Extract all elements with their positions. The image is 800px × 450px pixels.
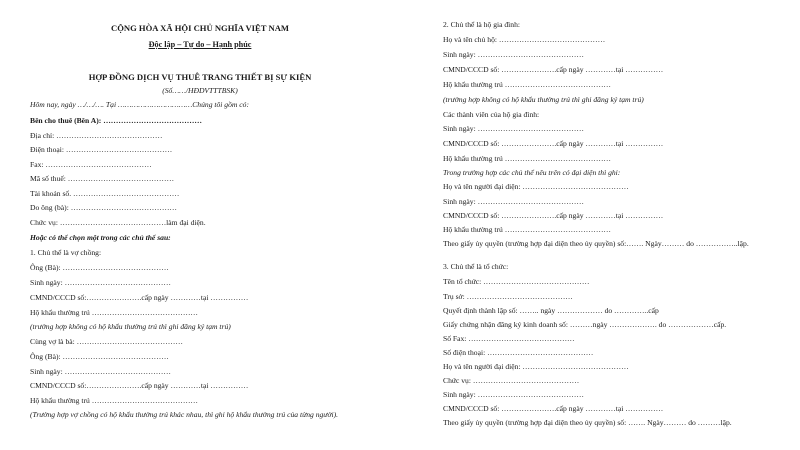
choose-subject-heading: Hoặc có thể chọn một trong các chủ thể sau: [30, 233, 171, 242]
contract-title: HỢP ĐỒNG DỊCH VỤ THUÊ TRANG THIẾT BỊ SỰ KIỆN [88, 72, 312, 82]
party-a-heading: Bên cho thuê (Bên A): ………………………………… [30, 116, 202, 125]
id-field-3: CMND/CCCD số: ………………….cấp ngày …………tại …………… [443, 65, 664, 74]
representative-name-field-2: Họ và tên người đại diện: …………………………………… [443, 362, 629, 371]
authorization-field-2: Theo giấy ủy quyền (trường hợp đại diện theo ủy quyền) số: ……. Ngày……… do ………lập. [443, 418, 732, 427]
husband-name-field: Ông (Bà): …………………………………… [30, 263, 169, 272]
id-field-5: CMND/CCCD số: ………………….cấp ngày …………tại …………… [443, 211, 664, 220]
fax-field: Fax: …………………………………… [30, 160, 152, 169]
account-field: Tài khoản số. …………………………………… [30, 189, 180, 198]
phone-number-field: Số điện thoại: …………………………………… [443, 348, 594, 357]
household-head-field: Họ và tên chủ hộ: …………………………………… [443, 35, 606, 44]
position-field-2: Chức vụ: …………………………………… [443, 376, 580, 385]
note-1: (trường hợp không có hộ khẩu thường trú thì ghi đăng ký tạm trú) [30, 322, 231, 331]
household-members-heading: Các thành viên của hộ gia đình: [443, 110, 540, 119]
id-field-4: CMND/CCCD số: ………………….cấp ngày …………tại …………… [443, 139, 664, 148]
wife-name-field: Ông (Bà): …………………………………… [30, 352, 169, 361]
residence-field-3: Hộ khẩu thường trú …………………………………… [443, 80, 612, 89]
birth-field-5: Sinh ngày: …………………………………… [443, 197, 584, 206]
residence-field-4: Hộ khẩu thường trú …………………………………… [443, 154, 612, 163]
id-field-2: CMND/CCCD số:………………….cấp ngày …………tại …………… [30, 381, 249, 390]
id-field-1: CMND/CCCD số:………………….cấp ngày …………tại …………… [30, 293, 249, 302]
nation-heading: CỘNG HÒA XÃ HỘI CHỦ NGHĨA VIỆT NAM [110, 23, 290, 33]
birth-field-4: Sinh ngày: …………………………………… [443, 124, 584, 133]
id-field-6: CMND/CCCD số: ………………….cấp ngày …………tại …………… [443, 404, 664, 413]
residence-field-1: Hộ khẩu thường trú …………………………………… [30, 308, 199, 317]
note-2: (Trường hợp vợ chồng có hộ khẩu thường trú khác nhau, thì ghi hộ khẩu thường trú của từng người). [30, 410, 339, 419]
authorization-field-1: Theo giấy ủy quyền (trường hợp đại diện theo ủy quyền) số:……. Ngày……… do ……………..lập. [443, 239, 749, 248]
tax-code-field: Mã số thuế: …………………………………… [30, 174, 175, 183]
business-registration-field: Giấy chứng nhận đăng ký kinh doanh số: ………ngày ………………. do ………………cấp. [443, 320, 727, 329]
phone-field: Điện thoại: …………………………………… [30, 145, 173, 154]
spouse-field: Cùng vợ là bà: …………………………………… [30, 337, 183, 346]
headquarters-field: Trụ sở: …………………………………… [443, 292, 573, 301]
represented-by-field: Do ông (bà): …………………………………… [30, 203, 178, 212]
motto: Độc lập – Tự do – Hạnh phúc [148, 40, 252, 49]
note-3: (trường hợp không có hộ khẩu thường trú thì ghi đăng ký tạm trú) [443, 95, 644, 104]
birth-field-3: Sinh ngày: …………………………………… [443, 50, 584, 59]
establishment-decision-field: Quyết định thành lập số: …….. ngày ……………… do …………..cấp [443, 306, 659, 315]
item-3-heading: 3. Chủ thể là tổ chức: [443, 262, 509, 271]
residence-field-5: Hộ khẩu thường trú …………………………………… [443, 225, 612, 234]
fax-number-field: Số Fax: …………………………………… [443, 334, 575, 343]
position-field: Chức vụ: ……………………………………làm đại diện. [30, 218, 206, 227]
birth-field-1: Sinh ngày: …………………………………… [30, 278, 171, 287]
representative-name-field: Họ và tên người đại diện: …………………………………… [443, 182, 629, 191]
residence-field-2: Hộ khẩu thường trú …………………………………… [30, 396, 199, 405]
item-2-heading: 2. Chủ thể là hộ gia đình: [443, 20, 520, 29]
note-4: Trong trường hợp các chủ thể nêu trên có đại diện thì ghi: [443, 168, 621, 177]
address-field: Địa chỉ: …………………………………… [30, 131, 163, 140]
right-column [400, 0, 800, 450]
item-1-heading: 1. Chủ thể là vợ chồng: [30, 248, 102, 257]
organization-name-field: Tên tổ chức: …………………………………… [443, 277, 590, 286]
date-line: Hôm nay, ngày …/…/…. Tại ……………………………Chúng tôi gồm có: [30, 100, 249, 109]
birth-field-2: Sinh ngày: …………………………………… [30, 367, 171, 376]
birth-field-6: Sinh ngày: …………………………………… [443, 390, 584, 399]
contract-number: (Số……/HĐDVTTTBSK) [162, 86, 238, 95]
